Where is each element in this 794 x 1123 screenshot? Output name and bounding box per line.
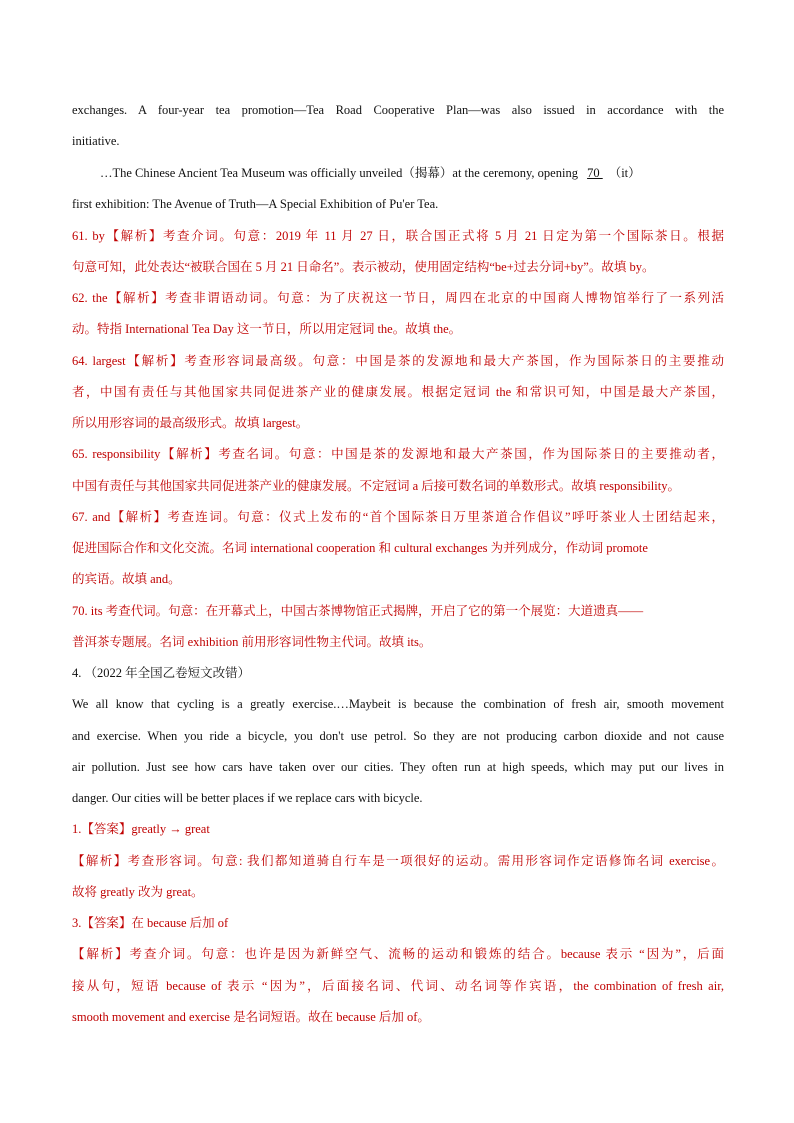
analysis-line: 【解析】考查形容词。句意: 我们都知道骑自行车是一项很好的运动。需用形容词作定语修饰名词 exercise。 [72, 854, 724, 868]
passage-line [100, 164, 724, 182]
passage-line: air pollution. Just see how cars have taken over our cities. They often run at high speeds, which may put our lives in [72, 760, 724, 774]
answer-line: 句意可知，此处表达“被联合国在 5 月 21 日命名”。表示被动，使用固定结构“be+过去分词+by”。故填 by。 [72, 260, 655, 274]
passage-line: danger. Our cities will be better places if we replace cars with bicycle. [72, 791, 423, 805]
passage-line: and exercise. When you ride a bicycle, you don't use petrol. So they are not producing carbon dioxide and not cause [72, 729, 724, 743]
analysis-line: 故将 greatly 改为 great。 [72, 885, 204, 899]
answer-line: 动。特指 International Tea Day 这一节日，所以用定冠词 the。故填 the。 [72, 322, 462, 336]
passage-line: We all know that cycling is a greatly exercise.…Maybeit is because the combination of fresh air, smooth movement [72, 697, 724, 711]
section-heading: 4. （2022 年全国乙卷短文改错） [72, 666, 251, 680]
analysis-line: smooth movement and exercise 是名词短语。故在 because 后加 of。 [72, 1010, 430, 1024]
answer-line: 67. and【解析】考查连词。句意：仪式上发布的“首个国际茶日万里茶道合作倡议”呼吁茶业人士团结起来， [72, 510, 724, 524]
passage-text: …The Chinese Ancient Tea Museum was officially unveiled（揭幕）at the ceremony, opening [100, 166, 582, 180]
answer-line: 1.【答案】greatly → great [72, 822, 210, 836]
answer-line: 61. by【解析】考查介词。句意：2019 年 11 月 27 日，联合国正式将 5 月 21 日定为第一个国际茶日。根据 [72, 229, 724, 243]
analysis-line: 接从句，短语 because of 表示 “因为”，后面接名词、代词、动名词等作宾语，the combination of fresh air, [72, 979, 724, 993]
passage-text: （it） [608, 166, 641, 180]
analysis-line: 【解析】考查介词。句意：也许是因为新鲜空气、流畅的运动和锻炼的结合。because 表示 “因为”，后面 [72, 947, 724, 961]
answer-line: 者，中国有责任与其他国家共同促进茶产业的健康发展。根据定冠词 the 和常识可知，中国是最大产茶国， [72, 385, 724, 399]
answer-line: 中国有责任与其他国家共同促进茶产业的健康发展。不定冠词 a 后接可数名词的单数形式。故填 responsibility。 [72, 479, 680, 493]
answer-blank: 70 [587, 166, 603, 180]
answer-line: 普洱茶专题展。名词 exhibition 前用形容词性物主代词。故填 its。 [72, 635, 432, 649]
answer-line: 64. largest【解析】考查形容词最高级。句意：中国是茶的发源地和最大产茶国，作为国际茶日的主要推动 [72, 354, 724, 368]
passage-line: initiative. [72, 134, 120, 148]
answer-line: 促进国际合作和文化交流。名词 international cooperation 和 cultural exchanges 为并列成分，作动词 promote [72, 541, 648, 555]
passage-line: exchanges. A four-year tea promotion—Tea Road Cooperative Plan—was also issued in accordance with the [72, 103, 724, 117]
passage-line: first exhibition: The Avenue of Truth—A Special Exhibition of Pu'er Tea. [72, 197, 439, 211]
answer-line: 所以用形容词的最高级形式。故填 largest。 [72, 416, 309, 430]
answer-line: 70. its 考查代词。句意：在开幕式上，中国古茶博物馆正式揭牌，开启了它的第一个展览：大道遗真—— [72, 604, 644, 618]
answer-line: 65. responsibility【解析】考查名词。句意：中国是茶的发源地和最大产茶国，作为国际茶日的主要推动者， [72, 447, 724, 461]
answer-line: 62. the【解析】考查非谓语动词。句意：为了庆祝这一节日，周四在北京的中国商人博物馆举行了一系列活 [72, 291, 724, 305]
answer-line: 3.【答案】在 because 后加 of [72, 916, 229, 930]
answer-line: 的宾语。故填 and。 [72, 572, 181, 586]
